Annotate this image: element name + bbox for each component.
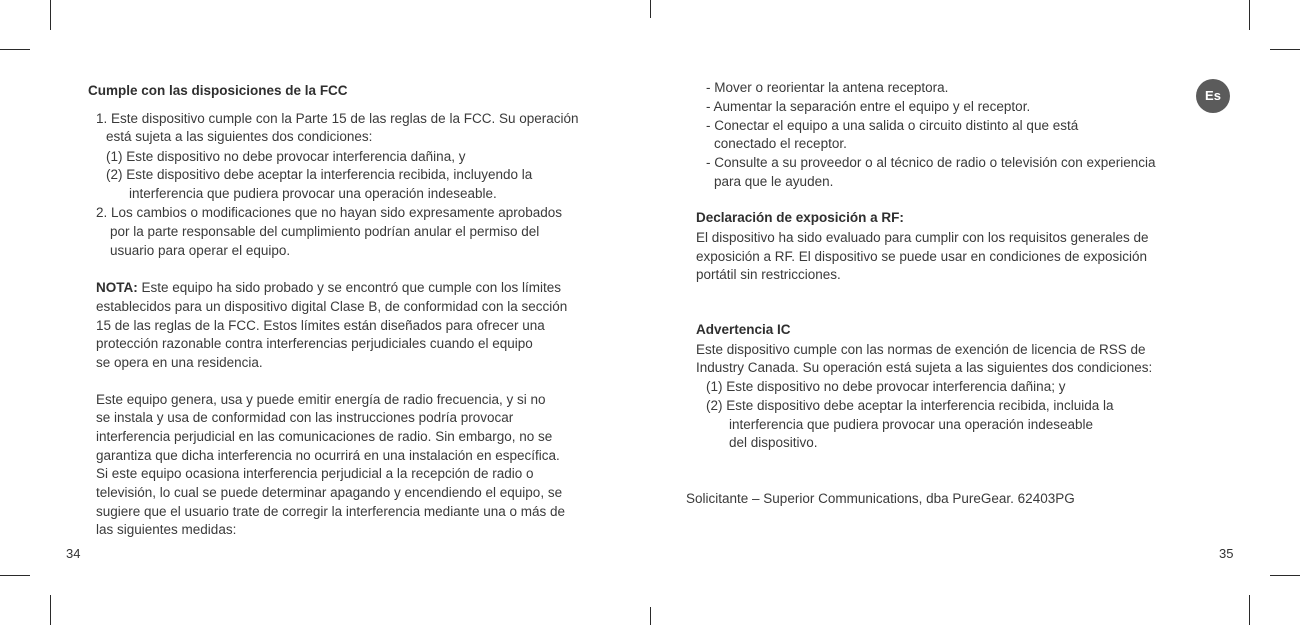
crop-mark-bottom-center-v — [650, 607, 651, 625]
crop-mark-bottom-right-h — [1270, 575, 1300, 576]
fcc-item-line: por la parte responsable del cumplimiento podrían anular el permiso del — [110, 224, 540, 239]
fcc-item-line: interferencia que pudiera provocar una operación indeseable. — [129, 186, 497, 201]
crop-mark-top-right-h — [1270, 49, 1300, 50]
measure-line: para que le ayuden. — [714, 174, 834, 189]
ic-line: del dispositivo. — [729, 435, 818, 450]
fcc-item-line: usuario para operar el equipo. — [110, 243, 291, 258]
nota-line: 15 de las reglas de la FCC. Estos límites están diseñados para ofrecer una — [96, 318, 545, 333]
paragraph-line: interferencia perjudicial en las comunicaciones de radio. Sin embargo, no se — [96, 429, 553, 444]
ic-line: interferencia que pudiera provocar una operación indeseable — [729, 417, 1093, 432]
rf-line: El dispositivo ha sido evaluado para cumplir con los requisitos generales de — [696, 230, 1149, 245]
paragraph-line: garantiza que dicha interferencia no ocurrirá en una instalación en específica. — [96, 448, 560, 463]
crop-mark-top-left-v — [50, 0, 51, 30]
crop-mark-top-right-v — [1249, 0, 1250, 30]
ic-line: Industry Canada. Su operación está sujeta a las siguientes dos condiciones: — [696, 360, 1153, 375]
paragraph-line: Este equipo genera, usa y puede emitir energía de radio frecuencia, y si no — [96, 392, 546, 407]
nota-paragraph-first-line — [96, 279, 561, 297]
rf-line: portátil sin restricciones. — [696, 267, 841, 282]
nota-line: establecidos para un dispositivo digital Clase B, de conformidad con la sección — [96, 299, 568, 314]
paragraph-line: Si este equipo ocasiona interferencia perjudicial a la recepción de radio o — [96, 466, 534, 481]
ic-line: (2) Este dispositivo debe aceptar la interferencia recibida, incluida la — [706, 398, 1114, 413]
rf-line: exposición a RF. El dispositivo se puede usar en condiciones de exposición — [696, 249, 1148, 264]
ic-line: (1) Este dispositivo no debe provocar interferencia dañina; y — [706, 379, 1066, 394]
measure-line: - Consulte a su proveedor o al técnico de radio o televisión con experiencia — [706, 155, 1156, 170]
fcc-item-line: (2) Este dispositivo debe aceptar la interferencia recibida, incluyendo la — [106, 167, 533, 182]
paragraph-line: se instala y usa de conformidad con las instrucciones podría provocar — [96, 410, 514, 425]
paragraph-line: las siguientes medidas: — [96, 522, 237, 537]
measure-line: - Mover o reorientar la antena receptora. — [706, 80, 949, 95]
rf-title: Declaración de exposición a RF: — [696, 210, 904, 225]
language-badge: Es — [1196, 79, 1230, 113]
applicant-line: Solicitante – Superior Communications, dba PureGear. 62403PG — [686, 491, 1075, 506]
paragraph-line: televisión, lo cual se puede determinar apagando y encendiendo el equipo, se — [96, 485, 563, 500]
measure-line: - Aumentar la separación entre el equipo y el receptor. — [706, 99, 1031, 114]
fcc-title: Cumple con las disposiciones de la FCC — [88, 83, 348, 98]
crop-mark-top-center-v — [650, 0, 651, 18]
crop-mark-bottom-right-v — [1249, 595, 1250, 625]
fcc-item-line: 1. Este dispositivo cumple con la Parte 15 de las reglas de la FCC. Su operación — [96, 111, 579, 126]
crop-mark-bottom-left-v — [50, 595, 51, 625]
paragraph-line: sugiere que el usuario trate de corregir la interferencia mediante una o más de — [96, 504, 566, 519]
page-number-right: 35 — [1219, 546, 1234, 561]
nota-text: Este equipo ha sido probado y se encontró que cumple con los límites — [137, 280, 562, 295]
page-number-left: 34 — [66, 546, 81, 561]
measure-line: conectado el receptor. — [714, 136, 847, 151]
nota-line: se opera en una residencia. — [96, 355, 263, 370]
crop-mark-bottom-left-h — [0, 575, 30, 576]
ic-title: Advertencia IC — [696, 322, 791, 337]
fcc-item-line: (1) Este dispositivo no debe provocar interferencia dañina, y — [106, 149, 466, 164]
measure-line: - Conectar el equipo a una salida o circuito distinto al que está — [706, 118, 1079, 133]
nota-line: protección razonable contra interferencias perjudiciales cuando el equipo — [96, 336, 533, 351]
crop-mark-top-left-h — [0, 49, 30, 50]
fcc-item-line: 2. Los cambios o modificaciones que no hayan sido expresamente aprobados — [96, 205, 563, 220]
ic-line: Este dispositivo cumple con las normas de exención de licencia de RSS de — [696, 342, 1146, 357]
nota-label: NOTA: — [96, 280, 138, 295]
fcc-item-line: está sujeta a las siguientes dos condiciones: — [106, 129, 373, 144]
